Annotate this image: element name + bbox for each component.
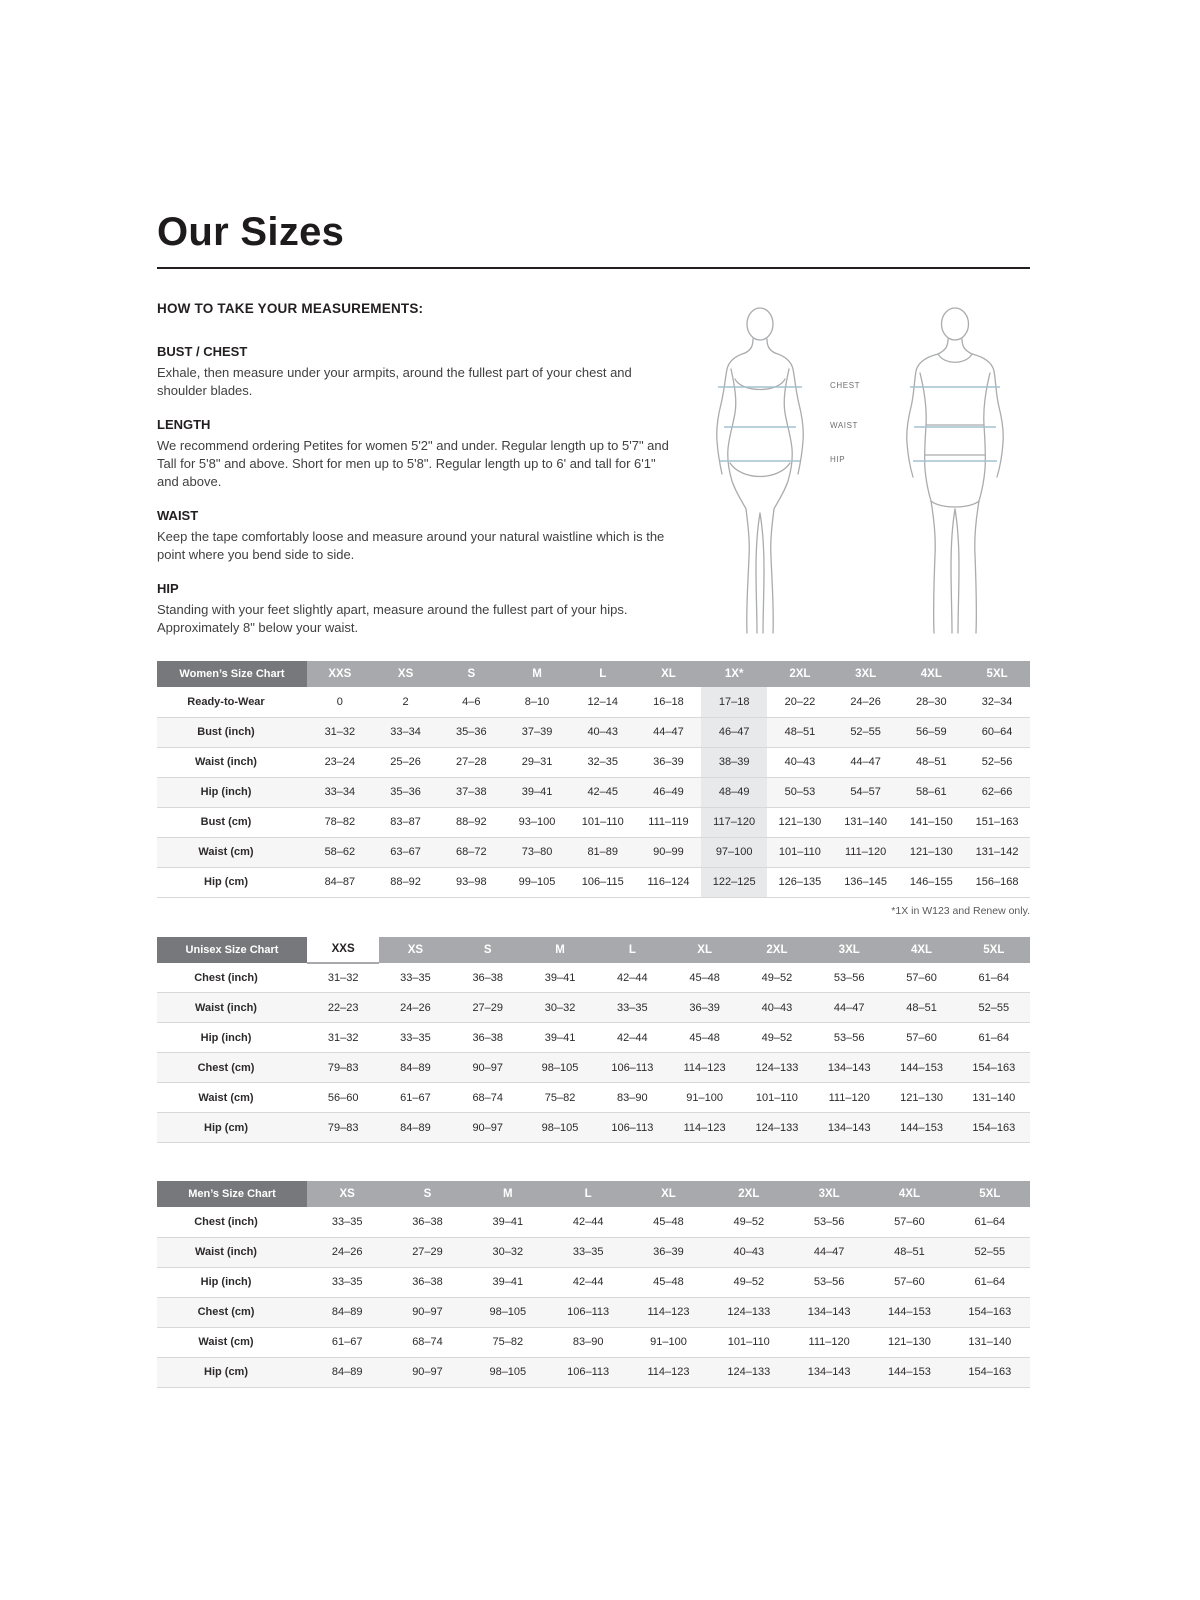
size-value-cell: 114–123 — [628, 1357, 708, 1387]
size-value-cell: 98–105 — [468, 1297, 548, 1327]
size-value-cell: 30–32 — [468, 1237, 548, 1267]
size-value-cell: 106–113 — [596, 1113, 668, 1143]
size-value-cell: 93–100 — [504, 807, 570, 837]
size-value-cell: 114–123 — [668, 1113, 740, 1143]
size-value-cell: 79–83 — [307, 1053, 379, 1083]
size-value-cell: 37–38 — [438, 777, 504, 807]
size-value-cell: 39–41 — [468, 1267, 548, 1297]
row-label: Chest (inch) — [157, 963, 307, 993]
size-value-cell: 36–39 — [668, 993, 740, 1023]
row-label: Ready-to-Wear — [157, 687, 307, 717]
row-label: Hip (inch) — [157, 1267, 307, 1297]
size-value-cell: 39–41 — [524, 963, 596, 993]
table-title: Women’s Size Chart — [157, 661, 307, 687]
size-value-cell: 131–140 — [958, 1083, 1030, 1113]
size-value-cell: 36–38 — [387, 1267, 467, 1297]
size-value-cell: 81–89 — [570, 837, 636, 867]
size-value-cell: 61–64 — [950, 1267, 1030, 1297]
size-value-cell: 33–35 — [307, 1267, 387, 1297]
size-value-cell: 29–31 — [504, 747, 570, 777]
size-value-cell: 54–57 — [833, 777, 899, 807]
size-column-header: XS — [373, 661, 439, 687]
size-value-cell: 42–44 — [596, 1023, 668, 1053]
row-label: Chest (cm) — [157, 1053, 307, 1083]
table-row — [157, 993, 1030, 1023]
table-row — [157, 1053, 1030, 1083]
size-value-cell: 91–100 — [628, 1327, 708, 1357]
size-value-cell: 27–28 — [438, 747, 504, 777]
size-value-cell: 31–32 — [307, 963, 379, 993]
size-value-cell: 73–80 — [504, 837, 570, 867]
size-column-header: 1X* — [701, 661, 767, 687]
size-value-cell: 4–6 — [438, 687, 504, 717]
row-label: Waist (inch) — [157, 747, 307, 777]
row-label: Bust (cm) — [157, 807, 307, 837]
size-value-cell: 156–168 — [964, 867, 1030, 897]
size-value-cell: 101–110 — [570, 807, 636, 837]
size-value-cell: 16–18 — [636, 687, 702, 717]
size-value-cell: 33–35 — [307, 1207, 387, 1237]
one-x-footnote: *1X in W123 and Renew only. — [891, 904, 1030, 917]
row-label: Hip (cm) — [157, 867, 307, 897]
size-value-cell: 42–44 — [596, 963, 668, 993]
size-value-cell: 22–23 — [307, 993, 379, 1023]
size-value-cell: 84–89 — [379, 1053, 451, 1083]
table-row — [157, 1237, 1030, 1267]
size-value-cell: 124–133 — [709, 1297, 789, 1327]
measurements-section — [157, 301, 1030, 653]
size-value-cell: 101–110 — [767, 837, 833, 867]
size-value-cell: 75–82 — [524, 1083, 596, 1113]
size-value-cell: 8–10 — [504, 687, 570, 717]
size-value-cell: 61–67 — [307, 1327, 387, 1357]
size-column-header: M — [468, 1181, 548, 1207]
size-value-cell: 116–124 — [636, 867, 702, 897]
section-heading: WAIST — [157, 507, 199, 523]
size-value-cell: 44–47 — [789, 1237, 869, 1267]
size-value-cell: 131–140 — [833, 807, 899, 837]
size-column-header: 3XL — [833, 661, 899, 687]
size-value-cell: 40–43 — [709, 1237, 789, 1267]
size-value-cell: 97–100 — [701, 837, 767, 867]
size-value-cell: 44–47 — [636, 717, 702, 747]
size-value-cell: 106–113 — [548, 1357, 628, 1387]
size-value-cell: 134–143 — [813, 1113, 885, 1143]
size-column-header: L — [596, 937, 668, 963]
size-value-cell: 106–115 — [570, 867, 636, 897]
row-label: Hip (inch) — [157, 1023, 307, 1053]
row-label: Hip (cm) — [157, 1113, 307, 1143]
size-value-cell: 37–39 — [504, 717, 570, 747]
size-value-cell: 33–34 — [373, 717, 439, 747]
size-column-header: 2XL — [767, 661, 833, 687]
section-hip — [157, 581, 672, 637]
row-label: Chest (cm) — [157, 1297, 307, 1327]
measurement-figures — [690, 301, 1030, 653]
size-value-cell: 46–47 — [701, 717, 767, 747]
size-value-cell: 52–55 — [833, 717, 899, 747]
size-value-cell: 53–56 — [813, 1023, 885, 1053]
title-divider — [157, 267, 1030, 269]
row-label: Waist (cm) — [157, 1083, 307, 1113]
size-value-cell: 62–66 — [964, 777, 1030, 807]
size-value-cell: 31–32 — [307, 1023, 379, 1053]
row-label: Waist (cm) — [157, 1327, 307, 1357]
header-row — [157, 937, 1030, 963]
size-value-cell: 33–34 — [307, 777, 373, 807]
size-column-header: L — [570, 661, 636, 687]
size-value-cell: 93–98 — [438, 867, 504, 897]
size-value-cell: 154–163 — [950, 1357, 1030, 1387]
size-value-cell: 53–56 — [789, 1207, 869, 1237]
size-value-cell: 144–153 — [885, 1113, 957, 1143]
size-column-header: XS — [307, 1181, 387, 1207]
table-row — [157, 1267, 1030, 1297]
size-value-cell: 52–55 — [958, 993, 1030, 1023]
section-body: Exhale, then measure under your armpits, around the fullest part of your chest and shoulder blades. — [157, 365, 632, 398]
table-row — [157, 747, 1030, 777]
size-value-cell: 40–43 — [767, 747, 833, 777]
size-value-cell: 17–18 — [701, 687, 767, 717]
table-row — [157, 1327, 1030, 1357]
size-value-cell: 24–26 — [379, 993, 451, 1023]
size-value-cell: 78–82 — [307, 807, 373, 837]
size-value-cell: 48–51 — [869, 1237, 949, 1267]
size-column-header: S — [387, 1181, 467, 1207]
section-body: Keep the tape comfortably loose and measure around your natural waistline which is the point where you bend side to side. — [157, 528, 665, 562]
size-column-header: XXS — [307, 937, 379, 963]
size-value-cell: 39–41 — [504, 777, 570, 807]
size-value-cell: 44–47 — [833, 747, 899, 777]
table-row — [157, 963, 1030, 993]
size-value-cell: 36–38 — [452, 1023, 524, 1053]
size-column-header: 5XL — [958, 937, 1030, 963]
size-value-cell: 38–39 — [701, 747, 767, 777]
size-value-cell: 124–133 — [741, 1113, 813, 1143]
size-value-cell: 27–29 — [387, 1237, 467, 1267]
row-label: Hip (inch) — [157, 777, 307, 807]
row-label: Bust (inch) — [157, 717, 307, 747]
size-column-header: 4XL — [885, 937, 957, 963]
size-value-cell: 144–153 — [885, 1053, 957, 1083]
size-value-cell: 90–97 — [387, 1357, 467, 1387]
size-value-cell: 58–62 — [307, 837, 373, 867]
size-guide-page — [157, 0, 1030, 1388]
size-value-cell: 50–53 — [767, 777, 833, 807]
size-value-cell: 75–82 — [468, 1327, 548, 1357]
size-value-cell: 88–92 — [373, 867, 439, 897]
section-heading: HIP — [157, 580, 179, 596]
size-value-cell: 33–35 — [596, 993, 668, 1023]
size-value-cell: 42–45 — [570, 777, 636, 807]
size-value-cell: 106–113 — [548, 1297, 628, 1327]
table-row — [157, 777, 1030, 807]
size-column-header: 3XL — [789, 1181, 869, 1207]
size-value-cell: 106–113 — [596, 1053, 668, 1083]
size-value-cell: 35–36 — [373, 777, 439, 807]
size-table — [157, 937, 1030, 1144]
size-value-cell: 111–120 — [789, 1327, 869, 1357]
size-value-cell: 52–55 — [950, 1237, 1030, 1267]
section-waist — [157, 508, 672, 564]
size-value-cell: 114–123 — [628, 1297, 708, 1327]
size-value-cell: 61–64 — [958, 963, 1030, 993]
size-table — [157, 1181, 1030, 1388]
size-column-header: 3XL — [813, 937, 885, 963]
size-value-cell: 121–130 — [898, 837, 964, 867]
size-value-cell: 36–38 — [452, 963, 524, 993]
size-value-cell: 90–97 — [452, 1053, 524, 1083]
section-body: We recommend ordering Petites for women 5'2" and under. Regular length up to 5'7" and Tall for 5'8" and above. Short for men up to 5'8". Regular length up to 6' and tall for 6'1" and above. — [157, 437, 669, 489]
size-value-cell: 44–47 — [813, 993, 885, 1023]
size-value-cell: 39–41 — [524, 1023, 596, 1053]
size-value-cell: 45–48 — [668, 963, 740, 993]
man-figure-illustration — [880, 303, 1030, 648]
table-row — [157, 1207, 1030, 1237]
size-value-cell: 141–150 — [898, 807, 964, 837]
size-column-header: 4XL — [898, 661, 964, 687]
size-value-cell: 117–120 — [701, 807, 767, 837]
size-value-cell: 52–56 — [964, 747, 1030, 777]
size-value-cell: 60–64 — [964, 717, 1030, 747]
size-value-cell: 56–59 — [898, 717, 964, 747]
womens-size-chart-table — [157, 661, 1030, 898]
size-value-cell: 45–48 — [628, 1207, 708, 1237]
size-value-cell: 126–135 — [767, 867, 833, 897]
size-value-cell: 144–153 — [869, 1297, 949, 1327]
size-value-cell: 57–60 — [885, 1023, 957, 1053]
mens-size-chart-table — [157, 1181, 1030, 1388]
figure-labels — [830, 303, 880, 648]
size-value-cell: 121–130 — [885, 1083, 957, 1113]
size-value-cell: 57–60 — [869, 1207, 949, 1237]
size-column-header: S — [438, 661, 504, 687]
size-value-cell: 68–74 — [387, 1327, 467, 1357]
size-value-cell: 36–38 — [387, 1207, 467, 1237]
header-row — [157, 1181, 1030, 1207]
table-title: Men’s Size Chart — [157, 1181, 307, 1207]
section-heading: BUST / CHEST — [157, 344, 248, 359]
size-value-cell: 83–90 — [596, 1083, 668, 1113]
size-value-cell: 36–39 — [628, 1237, 708, 1267]
size-value-cell: 49–52 — [709, 1267, 789, 1297]
row-label: Chest (inch) — [157, 1207, 307, 1237]
table-row — [157, 1357, 1030, 1387]
size-value-cell: 124–133 — [741, 1053, 813, 1083]
size-value-cell: 53–56 — [789, 1267, 869, 1297]
table-row — [157, 1023, 1030, 1053]
size-value-cell: 146–155 — [898, 867, 964, 897]
size-column-header: M — [504, 661, 570, 687]
size-value-cell: 98–105 — [524, 1053, 596, 1083]
table-row — [157, 1297, 1030, 1327]
size-value-cell: 20–22 — [767, 687, 833, 717]
size-value-cell: 24–26 — [833, 687, 899, 717]
size-value-cell: 31–32 — [307, 717, 373, 747]
section-body: Standing with your feet slightly apart, measure around the fullest part of your hips. Approximately 8" below your waist. — [157, 601, 628, 635]
woman-figure-illustration — [690, 303, 830, 648]
size-value-cell: 49–52 — [741, 1023, 813, 1053]
table-row — [157, 837, 1030, 867]
size-value-cell: 27–29 — [452, 993, 524, 1023]
size-value-cell: 40–43 — [741, 993, 813, 1023]
size-value-cell: 25–26 — [373, 747, 439, 777]
size-value-cell: 46–49 — [636, 777, 702, 807]
size-value-cell: 56–60 — [307, 1083, 379, 1113]
header-row — [157, 661, 1030, 687]
size-value-cell: 33–35 — [379, 1023, 451, 1053]
size-value-cell: 154–163 — [958, 1053, 1030, 1083]
size-value-cell: 48–51 — [898, 747, 964, 777]
size-value-cell: 48–51 — [767, 717, 833, 747]
size-value-cell: 30–32 — [524, 993, 596, 1023]
size-value-cell: 0 — [307, 687, 373, 717]
size-table — [157, 661, 1030, 898]
page-title: Our Sizes — [157, 210, 345, 254]
size-value-cell: 42–44 — [548, 1267, 628, 1297]
figure-label-hip: HIP — [830, 455, 846, 464]
table-row — [157, 1113, 1030, 1143]
size-value-cell: 45–48 — [628, 1267, 708, 1297]
size-value-cell: 57–60 — [885, 963, 957, 993]
size-value-cell: 144–153 — [869, 1357, 949, 1387]
figure-label-waist: WAIST — [830, 421, 859, 430]
size-value-cell: 35–36 — [438, 717, 504, 747]
size-value-cell: 68–72 — [438, 837, 504, 867]
size-value-cell: 57–60 — [869, 1267, 949, 1297]
size-value-cell: 111–119 — [636, 807, 702, 837]
size-column-header: XL — [636, 661, 702, 687]
size-value-cell: 134–143 — [813, 1053, 885, 1083]
section-bust-chest — [157, 344, 672, 400]
size-value-cell: 36–39 — [636, 747, 702, 777]
row-label: Waist (inch) — [157, 993, 307, 1023]
table-row — [157, 807, 1030, 837]
size-column-header: 4XL — [869, 1181, 949, 1207]
size-column-header: XL — [668, 937, 740, 963]
size-value-cell: 40–43 — [570, 717, 636, 747]
size-value-cell: 134–143 — [789, 1297, 869, 1327]
size-column-header: 2XL — [709, 1181, 789, 1207]
size-value-cell: 121–130 — [767, 807, 833, 837]
size-value-cell: 58–61 — [898, 777, 964, 807]
size-value-cell: 48–49 — [701, 777, 767, 807]
size-value-cell: 90–97 — [452, 1113, 524, 1143]
size-value-cell: 83–90 — [548, 1327, 628, 1357]
size-value-cell: 28–30 — [898, 687, 964, 717]
size-value-cell: 101–110 — [709, 1327, 789, 1357]
size-value-cell: 124–133 — [709, 1357, 789, 1387]
table-row — [157, 867, 1030, 897]
size-column-header: 5XL — [950, 1181, 1030, 1207]
row-label: Waist (inch) — [157, 1237, 307, 1267]
row-label: Waist (cm) — [157, 837, 307, 867]
size-value-cell: 49–52 — [741, 963, 813, 993]
size-value-cell: 134–143 — [789, 1357, 869, 1387]
size-value-cell: 61–67 — [379, 1083, 451, 1113]
size-value-cell: 99–105 — [504, 867, 570, 897]
size-column-header: 5XL — [964, 661, 1030, 687]
size-value-cell: 49–52 — [709, 1207, 789, 1237]
size-value-cell: 151–163 — [964, 807, 1030, 837]
size-value-cell: 114–123 — [668, 1053, 740, 1083]
size-value-cell: 84–87 — [307, 867, 373, 897]
size-value-cell: 154–163 — [958, 1113, 1030, 1143]
row-label: Hip (cm) — [157, 1357, 307, 1387]
size-value-cell: 98–105 — [468, 1357, 548, 1387]
size-value-cell: 98–105 — [524, 1113, 596, 1143]
size-column-header: XL — [628, 1181, 708, 1207]
size-value-cell: 53–56 — [813, 963, 885, 993]
size-value-cell: 111–120 — [833, 837, 899, 867]
table-row — [157, 717, 1030, 747]
size-value-cell: 45–48 — [668, 1023, 740, 1053]
section-heading: LENGTH — [157, 416, 211, 432]
size-value-cell: 48–51 — [885, 993, 957, 1023]
section-length — [157, 417, 672, 491]
size-value-cell: 2 — [373, 687, 439, 717]
size-value-cell: 88–92 — [438, 807, 504, 837]
size-value-cell: 91–100 — [668, 1083, 740, 1113]
size-value-cell: 101–110 — [741, 1083, 813, 1113]
size-column-header: 2XL — [741, 937, 813, 963]
size-value-cell: 84–89 — [379, 1113, 451, 1143]
measurement-instructions — [157, 301, 690, 653]
table-row — [157, 1083, 1030, 1113]
size-column-header: L — [548, 1181, 628, 1207]
size-value-cell: 23–24 — [307, 747, 373, 777]
size-value-cell: 90–97 — [387, 1297, 467, 1327]
size-column-header: XXS — [307, 661, 373, 687]
size-value-cell: 33–35 — [379, 963, 451, 993]
size-value-cell: 68–74 — [452, 1083, 524, 1113]
unisex-size-chart-table — [157, 937, 1030, 1144]
size-value-cell: 32–35 — [570, 747, 636, 777]
size-value-cell: 12–14 — [570, 687, 636, 717]
size-value-cell: 84–89 — [307, 1357, 387, 1387]
size-value-cell: 111–120 — [813, 1083, 885, 1113]
size-value-cell: 84–89 — [307, 1297, 387, 1327]
size-column-header: S — [452, 937, 524, 963]
size-value-cell: 61–64 — [958, 1023, 1030, 1053]
size-value-cell: 32–34 — [964, 687, 1030, 717]
size-value-cell: 154–163 — [950, 1297, 1030, 1327]
size-value-cell: 83–87 — [373, 807, 439, 837]
size-value-cell: 90–99 — [636, 837, 702, 867]
size-value-cell: 42–44 — [548, 1207, 628, 1237]
size-value-cell: 136–145 — [833, 867, 899, 897]
table-title: Unisex Size Chart — [157, 937, 307, 963]
size-value-cell: 122–125 — [701, 867, 767, 897]
figure-label-chest: CHEST — [830, 381, 861, 390]
size-value-cell: 24–26 — [307, 1237, 387, 1267]
table-row — [157, 687, 1030, 717]
size-value-cell: 121–130 — [869, 1327, 949, 1357]
size-column-header: M — [524, 937, 596, 963]
size-column-header: XS — [379, 937, 451, 963]
size-value-cell: 39–41 — [468, 1207, 548, 1237]
size-value-cell: 33–35 — [548, 1237, 628, 1267]
size-value-cell: 131–142 — [964, 837, 1030, 867]
size-value-cell: 61–64 — [950, 1207, 1030, 1237]
size-value-cell: 79–83 — [307, 1113, 379, 1143]
size-value-cell: 131–140 — [950, 1327, 1030, 1357]
size-value-cell: 63–67 — [373, 837, 439, 867]
measurements-heading: HOW TO TAKE YOUR MEASUREMENTS: — [157, 301, 424, 316]
